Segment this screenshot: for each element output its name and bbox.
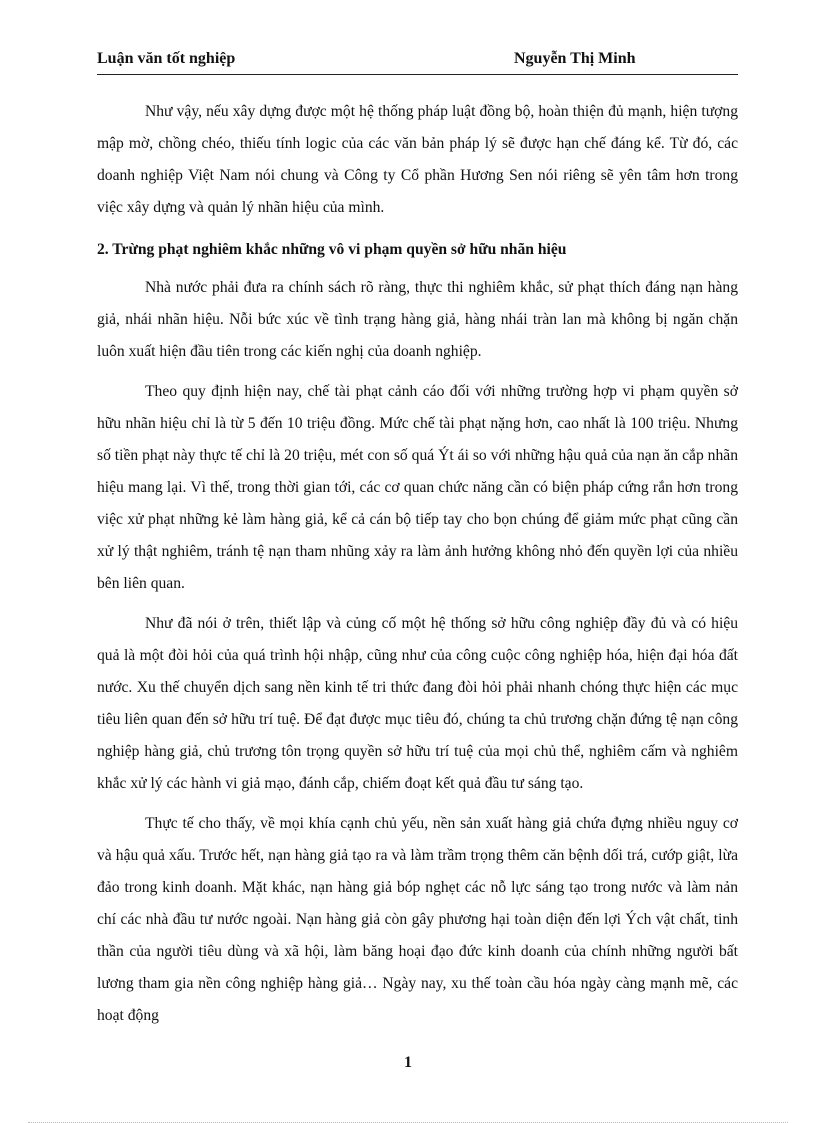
header-author: Nguyễn Thị Minh <box>514 50 636 67</box>
page-header <box>97 48 738 75</box>
paragraph-2: Nhà nước phải đưa ra chính sách rõ ràng, thực thi nghiêm khắc, sử phạt thích đáng nạn hàng giả, nhái nhãn hiệu. Nỗi bức xúc về tình trạng hàng giả, hàng nhái tràn lan mà không bị ngăn chặn luôn xuất hiện đầu tiên trong các kiến nghị của doanh nghiệp. <box>97 279 738 360</box>
header-title: Luận văn tốt nghiệp <box>97 50 236 67</box>
paragraph-4: Như đã nói ở trên, thiết lập và củng cố một hệ thống sở hữu công nghiệp đầy đủ và có hiệu quả là một đòi hỏi của quá trình hội nhập, cũng như của công cuộc công nghiệp hóa, hiện đại hóa đất nước. Xu thế chuyển dịch sang nền kinh tế tri thức đang đòi hỏi phải nhanh chóng thực hiện các mục tiêu liên quan đến sở hữu trí tuệ. Để đạt được mục tiêu đó, chúng ta chủ trương chặn đứng tệ nạn công nghiệp hàng giả, chủ trương tôn trọng quyền sở hữu trí tuệ của mọi chủ thể, nghiêm cấm và nghiêm khắc xử lý các hành vi giả mạo, đánh cắp, chiếm đoạt kết quả đầu tư sáng tạo. <box>97 615 738 792</box>
section-heading: 2. Trừng phạt nghiêm khắc những vô vi phạm quyền sở hữu nhãn hiệu <box>97 241 567 258</box>
paragraph-3: Theo quy định hiện nay, chế tài phạt cảnh cáo đối với những trường hợp vi phạm quyền sở hữu nhãn hiệu chỉ là từ 5 đến 10 triệu đồng. Mức chế tài phạt nặng hơn, cao nhất là 100 triệu. Nhưng số tiền phạt này thực tế chỉ là 20 triệu, mét con số quá Ýt ái so với những hậu quả của nạn ăn cắp nhãn hiệu mang lại. Vì thế, trong thời gian tới, các cơ quan chức năng cần có biện pháp cứng rắn hơn trong việc xử phạt những kẻ làm hàng giả, kể cả cán bộ tiếp tay cho bọn chúng để giảm mức phạt cũng cần xử lý thật nghiêm, tránh tệ nạn tham nhũng xảy ra làm ảnh hưởng không nhỏ đến quyền lợi của nhiều bên liên quan. <box>97 383 738 592</box>
page-number: 1 <box>404 1054 412 1071</box>
paragraph-5: Thực tế cho thấy, về mọi khía cạnh chủ yếu, nền sản xuất hàng giả chứa đựng nhiều nguy cơ và hậu quả xấu. Trước hết, nạn hàng giả tạo ra và làm trầm trọng thêm căn bệnh dối trá, cướp giật, lừa đảo trong kinh doanh. Mặt khác, nạn hàng giả bóp nghẹt các nỗ lực sáng tạo trong nước và làm nản chí các nhà đầu tư nước ngoài. Nạn hàng giả còn gây phương hại toàn diện đến lợi Ých vật chất, tinh thần của người tiêu dùng và xã hội, làm băng hoại đạo đức kinh doanh của chính những người bất lương tham gia nền công nghiệp hàng giả… Ngày nay, xu thế toàn cầu hóa ngày càng mạnh mẽ, các hoạt động <box>97 815 738 1024</box>
paragraph-1: Như vậy, nếu xây dựng được một hệ thống pháp luật đồng bộ, hoàn thiện đủ mạnh, hiện tượng mập mờ, chồng chéo, thiếu tính logic của các văn bản pháp lý sẽ được hạn chế đáng kể. Từ đó, các doanh nghiệp Việt Nam nói chung và Công ty Cổ phần Hương Sen nói riêng sẽ yên tâm hơn trong việc xây dựng và quản lý nhãn hiệu của mình. <box>97 103 738 216</box>
document-body <box>97 96 738 1040</box>
